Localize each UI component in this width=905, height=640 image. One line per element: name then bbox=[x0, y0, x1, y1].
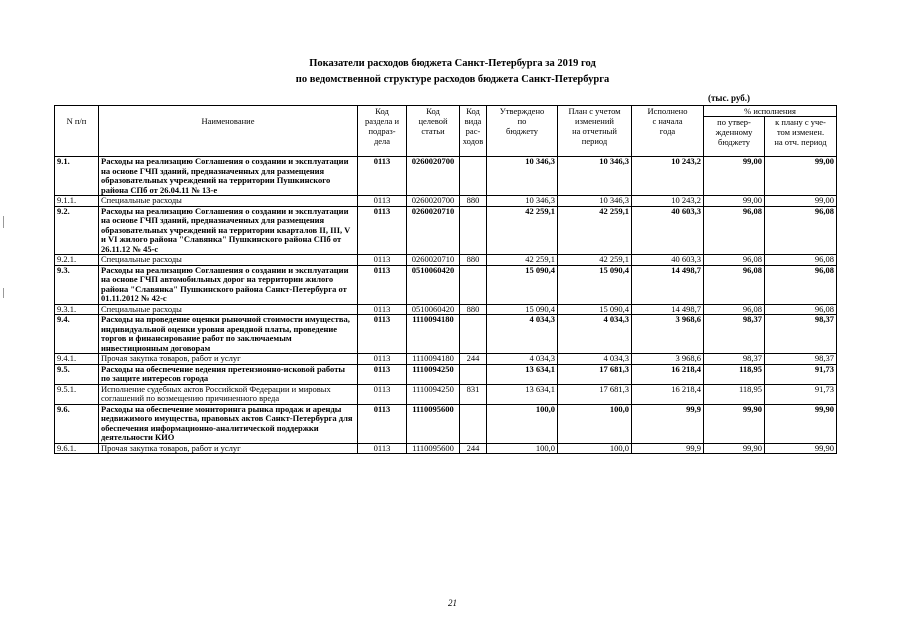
pct-plan-value: 99,00 bbox=[765, 196, 837, 207]
pct-approved-value: 98,37 bbox=[704, 354, 765, 365]
row-name: Расходы на реализацию Соглашения о создании и эксплуатации на основе ГЧП зданий, предназначенных для размещения образовательных учреждений на территории кварталов II, III, V и VI жилого района "Славянка" Пушкинского района СПб от 26.11.12 № 45-с bbox=[99, 206, 358, 255]
executed-value: 16 218,4 bbox=[632, 384, 704, 404]
table-row bbox=[55, 196, 837, 207]
table-row bbox=[55, 304, 837, 315]
executed-value: 99,9 bbox=[632, 404, 704, 443]
header-num: N п/п bbox=[55, 106, 99, 157]
pct-plan-value: 99,00 bbox=[765, 157, 837, 196]
document-subtitle: по ведомственной структуре расходов бюджета Санкт-Петербурга bbox=[295, 74, 610, 85]
type-code bbox=[460, 157, 487, 196]
pct-approved-value: 118,95 bbox=[704, 384, 765, 404]
row-name: Расходы на проведение оценки рыночной стоимости имущества, индивидуальной оценки уровня арендной платы, проведение торгов и финансирование работ по заключаемым инвестиционным договорам bbox=[99, 315, 358, 354]
pct-plan-value: 99,90 bbox=[765, 443, 837, 454]
approved-value: 13 634,1 bbox=[487, 384, 558, 404]
header-name: Наименование bbox=[99, 106, 358, 157]
pct-plan-value: 96,08 bbox=[765, 206, 837, 255]
row-name: Прочая закупка товаров, работ и услуг bbox=[99, 354, 358, 365]
section-code: 0113 bbox=[358, 315, 407, 354]
row-number: 9.1. bbox=[55, 157, 99, 196]
type-code: 880 bbox=[460, 304, 487, 315]
plan-value: 10 346,3 bbox=[558, 157, 632, 196]
plan-value: 4 034,3 bbox=[558, 354, 632, 365]
target-code: 0260020710 bbox=[407, 255, 460, 266]
table-row bbox=[55, 265, 837, 304]
target-code: 0260020700 bbox=[407, 196, 460, 207]
table-row bbox=[55, 443, 837, 454]
section-code: 0113 bbox=[358, 404, 407, 443]
header-pct: % исполнения bbox=[704, 106, 837, 117]
row-number: 9.2. bbox=[55, 206, 99, 255]
row-number: 9.6.1. bbox=[55, 443, 99, 454]
table-row bbox=[55, 206, 837, 255]
executed-value: 10 243,2 bbox=[632, 157, 704, 196]
type-code bbox=[460, 404, 487, 443]
page-number: 21 bbox=[448, 598, 457, 608]
pct-plan-value: 91,73 bbox=[765, 384, 837, 404]
type-code bbox=[460, 315, 487, 354]
approved-value: 15 090,4 bbox=[487, 304, 558, 315]
row-name: Специальные расходы bbox=[99, 304, 358, 315]
section-code: 0113 bbox=[358, 265, 407, 304]
pct-plan-value: 96,08 bbox=[765, 255, 837, 266]
plan-value: 10 346,3 bbox=[558, 196, 632, 207]
pct-approved-value: 118,95 bbox=[704, 364, 765, 384]
row-name: Расходы на реализацию Соглашения о создании и эксплуатации на основе ГЧП автомобильных дорог на территории жилого района "Славянка" Пушкинского района Санкт-Петербурга от 01.11.2012 № 42-с bbox=[99, 265, 358, 304]
section-code: 0113 bbox=[358, 354, 407, 365]
header-section-code: Код раздела и подраз- дела bbox=[358, 106, 407, 157]
pct-approved-value: 98,37 bbox=[704, 315, 765, 354]
row-number: 9.4.1. bbox=[55, 354, 99, 365]
section-code: 0113 bbox=[358, 196, 407, 207]
table-row bbox=[55, 354, 837, 365]
row-number: 9.1.1. bbox=[55, 196, 99, 207]
plan-value: 17 681,3 bbox=[558, 364, 632, 384]
approved-value: 10 346,3 bbox=[487, 196, 558, 207]
type-code bbox=[460, 206, 487, 255]
scan-artifact bbox=[3, 288, 4, 298]
plan-value: 42 259,1 bbox=[558, 206, 632, 255]
header-pct-plan: к плану с уче- том изменен. на отч. период bbox=[765, 117, 837, 157]
table-row bbox=[55, 315, 837, 354]
target-code: 1110095600 bbox=[407, 443, 460, 454]
section-code: 0113 bbox=[358, 206, 407, 255]
type-code: 880 bbox=[460, 255, 487, 266]
plan-value: 17 681,3 bbox=[558, 384, 632, 404]
pct-approved-value: 96,08 bbox=[704, 265, 765, 304]
approved-value: 42 259,1 bbox=[487, 255, 558, 266]
section-code: 0113 bbox=[358, 157, 407, 196]
executed-value: 16 218,4 bbox=[632, 364, 704, 384]
document-title: Показатели расходов бюджета Санкт-Петербурга за 2019 год bbox=[309, 58, 596, 69]
approved-value: 42 259,1 bbox=[487, 206, 558, 255]
pct-plan-value: 96,08 bbox=[765, 304, 837, 315]
plan-value: 4 034,3 bbox=[558, 315, 632, 354]
pct-approved-value: 96,08 bbox=[704, 304, 765, 315]
target-code: 0510060420 bbox=[407, 265, 460, 304]
pct-approved-value: 99,00 bbox=[704, 157, 765, 196]
type-code: 244 bbox=[460, 443, 487, 454]
plan-value: 42 259,1 bbox=[558, 255, 632, 266]
plan-value: 15 090,4 bbox=[558, 304, 632, 315]
target-code: 1110094250 bbox=[407, 384, 460, 404]
row-number: 9.5. bbox=[55, 364, 99, 384]
section-code: 0113 bbox=[358, 443, 407, 454]
table-row bbox=[55, 364, 837, 384]
row-name: Прочая закупка товаров, работ и услуг bbox=[99, 443, 358, 454]
header-type-code: Код вида рас- ходов bbox=[460, 106, 487, 157]
executed-value: 3 968,6 bbox=[632, 315, 704, 354]
table-row bbox=[55, 255, 837, 266]
approved-value: 4 034,3 bbox=[487, 354, 558, 365]
row-number: 9.6. bbox=[55, 404, 99, 443]
row-number: 9.5.1. bbox=[55, 384, 99, 404]
target-code: 1110095600 bbox=[407, 404, 460, 443]
row-name: Специальные расходы bbox=[99, 196, 358, 207]
section-code: 0113 bbox=[358, 364, 407, 384]
pct-plan-value: 98,37 bbox=[765, 354, 837, 365]
approved-value: 4 034,3 bbox=[487, 315, 558, 354]
approved-value: 13 634,1 bbox=[487, 364, 558, 384]
approved-value: 100,0 bbox=[487, 404, 558, 443]
header-pct-approved: по утвер- жденному бюджету bbox=[704, 117, 765, 157]
type-code: 831 bbox=[460, 384, 487, 404]
target-code: 0260020700 bbox=[407, 157, 460, 196]
table-row bbox=[55, 157, 837, 196]
row-name: Расходы на обеспечение мониторинга рынка продаж и аренды недвижимого имущества, правовых актов Санкт-Петербурга для обеспечения информационно-аналитической поддержки деятельности КИО bbox=[99, 404, 358, 443]
target-code: 0510060420 bbox=[407, 304, 460, 315]
pct-approved-value: 96,08 bbox=[704, 255, 765, 266]
type-code bbox=[460, 364, 487, 384]
row-name: Специальные расходы bbox=[99, 255, 358, 266]
pct-approved-value: 99,00 bbox=[704, 196, 765, 207]
section-code: 0113 bbox=[358, 304, 407, 315]
target-code: 1110094180 bbox=[407, 354, 460, 365]
scan-artifact bbox=[3, 216, 4, 228]
executed-value: 14 498,7 bbox=[632, 304, 704, 315]
pct-approved-value: 99,90 bbox=[704, 404, 765, 443]
row-name: Расходы на обеспечение ведения претензионно-исковой работы по защите интересов города bbox=[99, 364, 358, 384]
table-row bbox=[55, 384, 837, 404]
section-code: 0113 bbox=[358, 255, 407, 266]
target-code: 1110094250 bbox=[407, 364, 460, 384]
header-plan: План с учетом изменений на отчетный период bbox=[558, 106, 632, 157]
header-approved: Утверждено по бюджету bbox=[487, 106, 558, 157]
row-name: Расходы на реализацию Соглашения о создании и эксплуатации на основе ГЧП зданий, предназначенных для размещения образовательных учреждений на территории Пушкинского района СПб от 26.04.11 № 13-е bbox=[99, 157, 358, 196]
target-code: 1110094180 bbox=[407, 315, 460, 354]
header-executed: Исполнено с начала года bbox=[632, 106, 704, 157]
plan-value: 15 090,4 bbox=[558, 265, 632, 304]
executed-value: 40 603,3 bbox=[632, 206, 704, 255]
executed-value: 14 498,7 bbox=[632, 265, 704, 304]
type-code: 880 bbox=[460, 196, 487, 207]
plan-value: 100,0 bbox=[558, 404, 632, 443]
row-name: Исполнение судебных актов Российской Федерации и мировых соглашений по возмещению причиненного вреда bbox=[99, 384, 358, 404]
approved-value: 100,0 bbox=[487, 443, 558, 454]
approved-value: 15 090,4 bbox=[487, 265, 558, 304]
executed-value: 10 243,2 bbox=[632, 196, 704, 207]
table-row bbox=[55, 404, 837, 443]
pct-plan-value: 96,08 bbox=[765, 265, 837, 304]
executed-value: 40 603,3 bbox=[632, 255, 704, 266]
pct-approved-value: 96,08 bbox=[704, 206, 765, 255]
approved-value: 10 346,3 bbox=[487, 157, 558, 196]
pct-approved-value: 99,90 bbox=[704, 443, 765, 454]
units-label: (тыс. руб.) bbox=[708, 93, 750, 103]
executed-value: 3 968,6 bbox=[632, 354, 704, 365]
pct-plan-value: 91,73 bbox=[765, 364, 837, 384]
row-number: 9.3. bbox=[55, 265, 99, 304]
pct-plan-value: 98,37 bbox=[765, 315, 837, 354]
pct-plan-value: 99,90 bbox=[765, 404, 837, 443]
row-number: 9.4. bbox=[55, 315, 99, 354]
section-code: 0113 bbox=[358, 384, 407, 404]
type-code bbox=[460, 265, 487, 304]
plan-value: 100,0 bbox=[558, 443, 632, 454]
executed-value: 99,9 bbox=[632, 443, 704, 454]
header-target-code: Код целевой статьи bbox=[407, 106, 460, 157]
target-code: 0260020710 bbox=[407, 206, 460, 255]
type-code: 244 bbox=[460, 354, 487, 365]
expenses-table bbox=[54, 105, 837, 454]
row-number: 9.3.1. bbox=[55, 304, 99, 315]
row-number: 9.2.1. bbox=[55, 255, 99, 266]
